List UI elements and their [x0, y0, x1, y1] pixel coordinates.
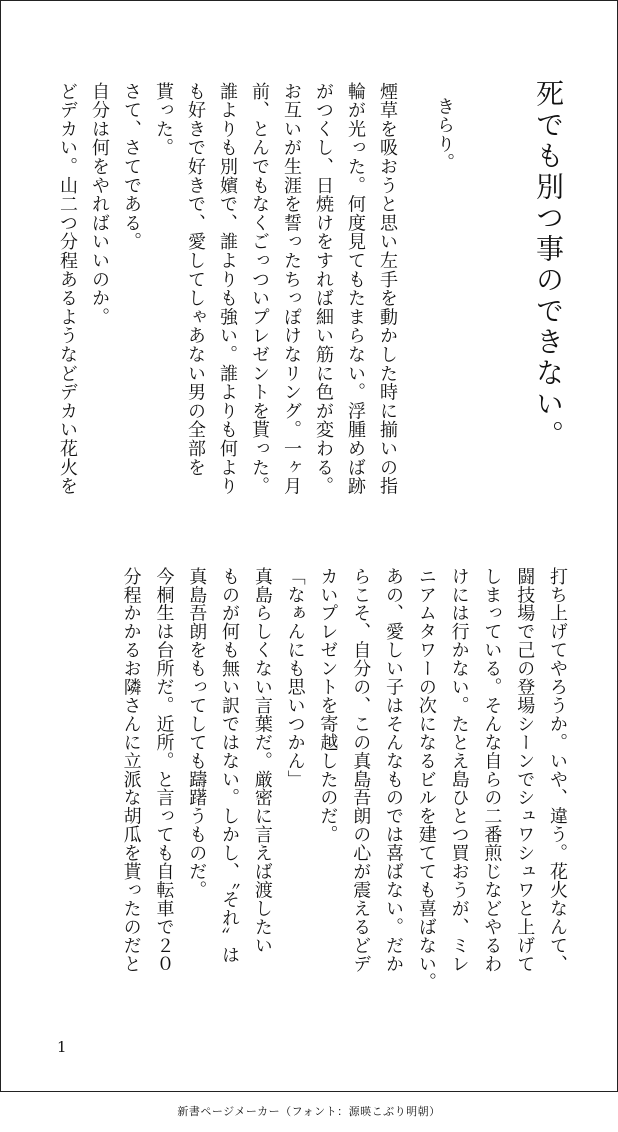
text-line: 貰った。 — [153, 82, 174, 158]
text-line: 分程かかるお隣さんに立派な胡瓜を貰ったのだと — [120, 567, 142, 973]
text-line: 真島吾朗をもってしても躊躇うものだ。 — [186, 567, 208, 900]
text-line: も好きで好きで、愛してしゃあない男の全部を — [185, 82, 206, 477]
text-line: 輪が光った。何度見てもたまらない。浮腫めば跡 — [345, 82, 366, 496]
text-line: らこそ、自分の、この真島吾朗の心が震えるどデ — [350, 567, 372, 973]
text-line: あの、愛しい子はそんなものでは喜ばない。だか — [383, 567, 405, 973]
text-line: 自分は何をやればいいのか。 — [89, 82, 110, 327]
body-text-lower — [53, 567, 573, 992]
text-line: 煙草を吸おうと思い左手を動かした時に揃いの指 — [377, 82, 398, 496]
text-line: 誰よりも別嬪で、誰よりも強い。誰よりも何より — [217, 82, 238, 496]
text-line: どデカい。山二つ分程あるようなどデカい花火を — [57, 82, 78, 496]
text-line: ものが何も無い訳ではない。しかし、〝それ〟は — [219, 567, 241, 964]
text-line: がつくし、日焼けをすれば細い筋に色が変わる。 — [313, 82, 334, 496]
page-number: 1 — [57, 1038, 67, 1056]
text-line: 今桐生は台所だ。近所。と言っても自転車で２０ — [153, 567, 175, 973]
text-line: ニアムタワーの次になるビルを建てても喜ばない。 — [415, 567, 437, 992]
text-line: しまっている。そんな自らの二番煎じなどやるわ — [481, 567, 503, 973]
author-name: きらり。 — [434, 97, 455, 173]
body-text-upper — [51, 82, 403, 528]
text-line: 打ち上げてやろうか。いや、違う。花火なんて、 — [547, 567, 568, 973]
text-line: けには行かない。たとえ島ひとつ買おうが、ミレ — [448, 567, 470, 973]
footer-credit: 新書ページメーカー（フォント：源暎こぶり明朝） — [177, 1105, 441, 1118]
text-line: 闘技場で己の登場シーンでシュワシュワと上げて — [514, 567, 536, 973]
text-line: カいプレゼントを寄越したのだ。 — [317, 567, 339, 844]
text-line: お互いが生涯を誓ったちっぽけなリング。一ヶ月 — [281, 82, 302, 496]
text-line: 真島らしくない言葉だ。厳密に言えば渡したい — [251, 567, 273, 955]
dialogue-line: 「なぁんにも思いつかん」 — [284, 567, 306, 789]
story-title: 死でも別つ事のできない。 — [532, 79, 565, 451]
text-line: さて、さてである。 — [121, 82, 142, 252]
text-line: 前、とんでもなくごっついプレゼントを貰った。 — [249, 82, 270, 496]
